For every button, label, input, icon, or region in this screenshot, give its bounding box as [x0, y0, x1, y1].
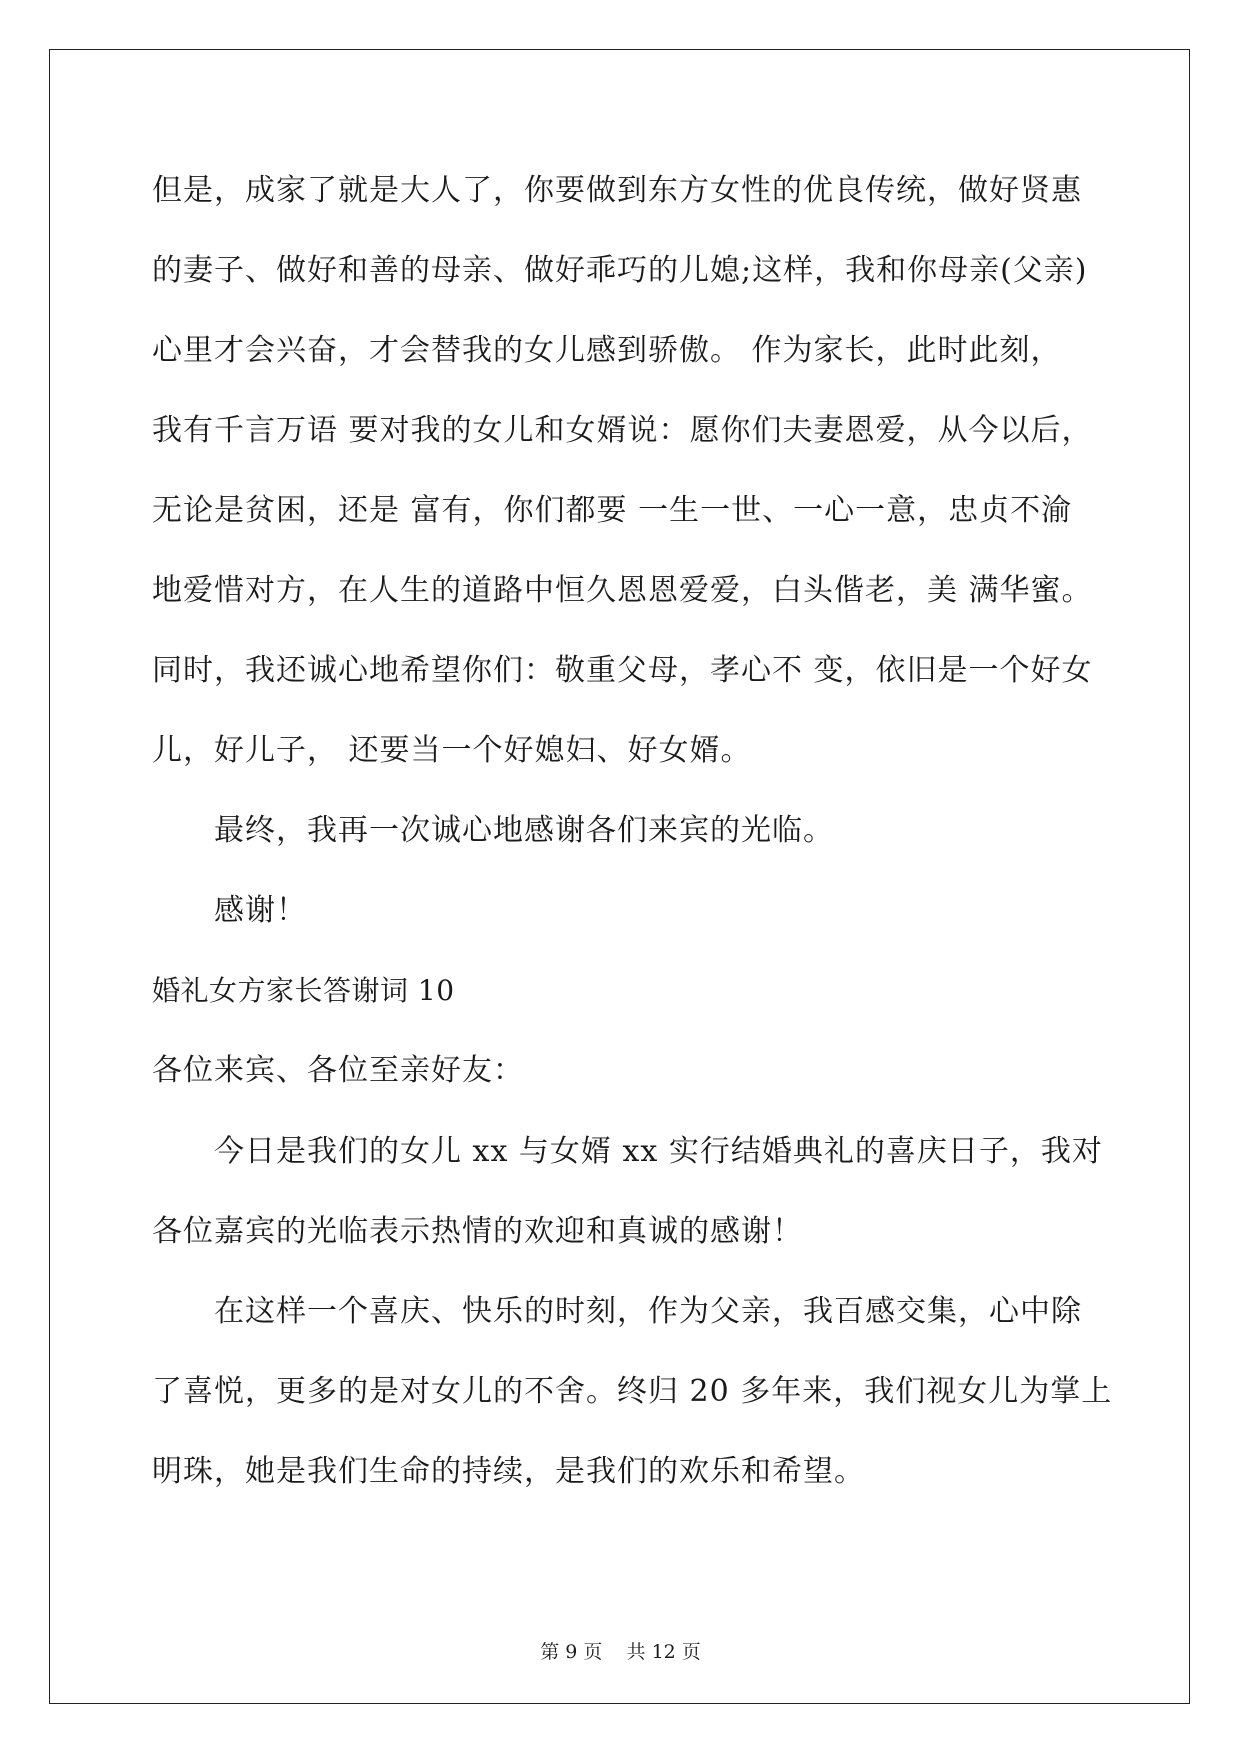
page-number-footer: 第 9 页 共 12 页	[540, 1641, 701, 1663]
text-line-17: 明珠，她是我们生命的持续，是我们的欢乐和希望。	[152, 1454, 865, 1489]
text-line-15: 在这样一个喜庆、快乐的时刻，作为父亲，我百感交集，心中除	[214, 1294, 1082, 1329]
text-line-9: 最终，我再一次诚心地感谢各们来宾的光临。	[214, 813, 834, 848]
salutation: 各位来宾、各位至亲好友：	[152, 1053, 524, 1088]
section-heading: 婚礼女方家长答谢词 10	[152, 974, 455, 1007]
text-line-10: 感谢！	[214, 893, 307, 928]
text-line-4: 我有千言万语 要对我的女儿和女婿说：愿你们夫妻恩爱，从今以后，	[152, 413, 1093, 448]
text-line-2: 的妻子、做好和善的母亲、做好乖巧的儿媳;这样，我和你母亲(父亲)	[152, 253, 1088, 288]
text-line-16: 了喜悦，更多的是对女儿的不舍。终归 20 多年来，我们视女儿为掌上	[152, 1374, 1113, 1409]
text-line-8: 儿，好儿子， 还要当一个好媳妇、好女婿。	[152, 733, 752, 768]
text-line-7: 同时，我还诚心地希望你们：敬重父母，孝心不 变，依旧是一个好女	[152, 653, 1093, 688]
text-line-6: 地爱惜对方，在人生的道路中恒久恩恩爱爱，白头偕老，美 满华蜜。	[152, 573, 1093, 608]
text-line-13: 今日是我们的女儿 xx 与女婿 xx 实行结婚典礼的喜庆日子，我对	[214, 1134, 1103, 1169]
text-line-14: 各位嘉宾的光临表示热情的欢迎和真诚的感谢！	[152, 1214, 803, 1249]
text-line-3: 心里才会兴奋，才会替我的女儿感到骄傲。 作为家长，此时此刻，	[152, 333, 1062, 368]
text-line-1: 但是，成家了就是大人了，你要做到东方女性的优良传统，做好贤惠	[152, 173, 1082, 208]
text-line-5: 无论是贫困，还是 富有，你们都要 一生一世、一心一意，忠贞不渝	[152, 493, 1073, 528]
